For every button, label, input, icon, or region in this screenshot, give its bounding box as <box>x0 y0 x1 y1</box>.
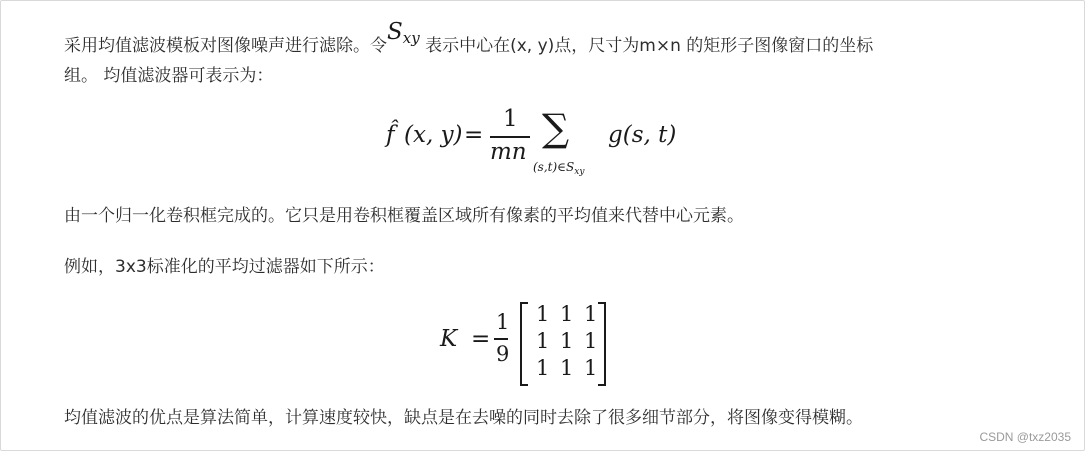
sxy-symbol: S <box>387 19 403 45</box>
matrix-cell: 1 <box>536 329 550 353</box>
f-args: (x, y) <box>404 122 463 148</box>
mean-filter-formula <box>386 108 676 188</box>
sum-index-subscript: xy <box>574 167 585 177</box>
example-intro-paragraph: 例如，3x3标准化的平均过滤器如下所示： <box>64 257 385 277</box>
matrix-cell: 1 <box>584 329 598 353</box>
intro-paragraph-line1 <box>64 19 874 61</box>
mean-denominator: mn <box>490 139 527 165</box>
kernel-equals: = <box>471 326 491 352</box>
sum-symbol: ∑ <box>542 106 570 150</box>
csdn-watermark: CSDN @txz2035 <box>979 430 1071 444</box>
mean-numerator: 1 <box>503 106 518 132</box>
matrix-cell: 1 <box>560 356 574 380</box>
intro-text-b: 表示中心在(x, y)点，尺寸为m×n 的矩形子图像窗口的坐标 <box>419 36 874 56</box>
mean-equals: = <box>464 122 484 148</box>
matrix-cell: 1 <box>560 302 574 326</box>
kernel-denominator: 9 <box>496 342 510 366</box>
summand: g(s, t) <box>608 122 677 148</box>
matrix-cell: 1 <box>560 329 574 353</box>
kernel-fraction-bar <box>494 338 508 340</box>
matrix-cell: 1 <box>584 356 598 380</box>
matrix-cell: 1 <box>536 356 550 380</box>
intro-text-a: 采用均值滤波模板对图像噪声进行滤除。令 <box>64 36 387 56</box>
summary-paragraph: 均值滤波的优点是算法简单，计算速度较快，缺点是在去噪的同时去除了很多细节部分，将图像变得模糊。 <box>64 408 863 428</box>
normalized-box-paragraph: 由一个归一化卷积框完成的。它只是用卷积框覆盖区域所有像素的平均值来代替中心元素。 <box>64 206 744 226</box>
kernel-formula <box>440 298 620 388</box>
sxy-subscript: xy <box>402 29 420 47</box>
matrix-cell: 1 <box>584 302 598 326</box>
kernel-numerator: 1 <box>496 310 510 334</box>
matrix-right-bracket <box>598 302 606 386</box>
matrix-left-bracket <box>520 302 528 386</box>
f-hat: f̂ <box>386 122 395 148</box>
sum-index-main: (s,t)∈S <box>533 160 575 174</box>
matrix-cell: 1 <box>536 302 550 326</box>
intro-paragraph-line2: 组。 均值滤波器可表示为： <box>64 66 274 86</box>
kernel-lhs: K <box>440 326 458 352</box>
mean-fraction-bar <box>490 136 530 138</box>
sum-index <box>533 160 585 177</box>
